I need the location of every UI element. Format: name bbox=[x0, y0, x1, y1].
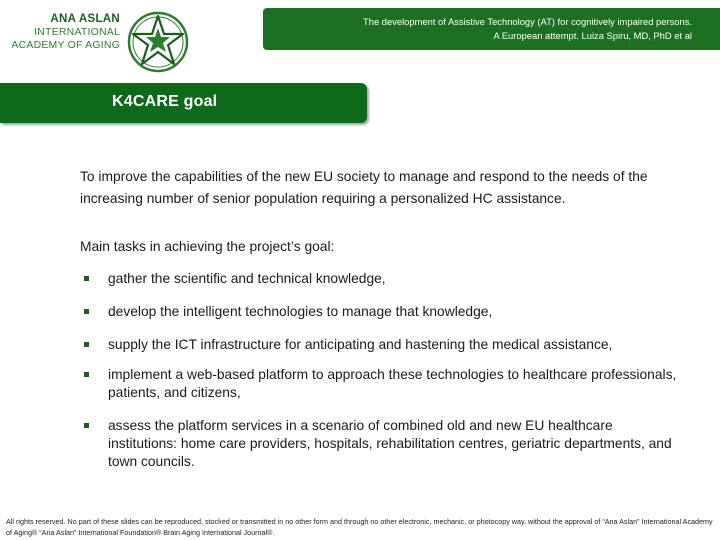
logo-line-1: ANA ASLAN bbox=[50, 13, 120, 25]
task-text: gather the scientific and technical knowledge, bbox=[108, 271, 386, 286]
task-text: assess the platform services in a scenario of combined old and new EU healthcare institutions: home care providers, hospitals, rehabilitation centres, geriatric departments, and town councils. bbox=[108, 418, 672, 469]
header-banner bbox=[263, 8, 720, 50]
bullet-icon bbox=[84, 309, 89, 314]
bullet-icon bbox=[84, 276, 89, 281]
logo-text bbox=[10, 12, 120, 52]
academy-logo bbox=[10, 8, 190, 70]
bullet-icon bbox=[84, 372, 89, 377]
logo-line-3: ACADEMY OF AGING bbox=[11, 39, 120, 51]
task-text: implement a web-based platform to approach these technologies to healthcare professionals, patients, and citizens, bbox=[108, 367, 677, 400]
header-line-2: A European attempt. Luiza Spiru, MD, PhD et al bbox=[493, 30, 692, 41]
intro-paragraph: To improve the capabilities of the new EU society to manage and respond to the needs of the increasing number of senior population requiring a personalized HC assistance. bbox=[80, 169, 648, 206]
copyright-footer: All rights reserved. No part of these slides can be reproduced, stocked or transmitted in no other form and through no other electronic, mechanic, or photocopy way, without the approval of “Ana Aslan” International Academy of Aging® “Ana Aslan” International Foundation® Brain Aging International Journal®. bbox=[6, 517, 713, 537]
goal-title-bar bbox=[0, 83, 367, 123]
logo-line-2: INTERNATIONAL bbox=[34, 26, 120, 38]
star-emblem-icon bbox=[126, 10, 190, 74]
header-line-1: The development of Assistive Technology (AT) for cognitively impaired persons. bbox=[363, 16, 692, 27]
task-text: develop the intelligent technologies to manage that knowledge, bbox=[108, 304, 493, 319]
tasks-heading: Main tasks in achieving the project’s goal: bbox=[80, 239, 335, 254]
goal-title: K4CARE goal bbox=[112, 93, 218, 110]
task-text: supply the ICT infrastructure for anticipating and hastening the medical assistance, bbox=[108, 337, 613, 352]
bullet-icon bbox=[84, 342, 89, 347]
bullet-icon bbox=[84, 423, 89, 428]
